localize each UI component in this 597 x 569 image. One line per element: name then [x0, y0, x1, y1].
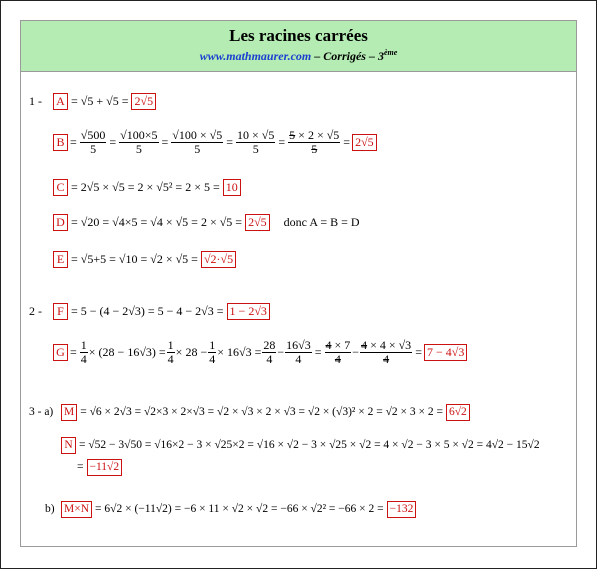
expr-G3: × 16√3 = [217, 344, 262, 359]
frac-G3: $\frac{1}{4}$ [209, 337, 216, 366]
frac-G1: $\frac{1}{4}$ [80, 337, 87, 366]
label-G: G [53, 344, 68, 361]
expr-G1: × (28 − 16√3) = [88, 344, 166, 359]
eq-sign: = [161, 134, 169, 149]
header-banner [21, 21, 576, 72]
expr-D: = √20 = √4×5 = √4 × √5 = 2 × √5 = [71, 214, 243, 229]
label-B: B [53, 134, 68, 151]
result-G: 7 − 4√3 [424, 344, 467, 361]
subtitle-text: – Corrigés – 3 [311, 49, 384, 63]
content-panel [20, 20, 577, 547]
result-N: −11√2 [87, 459, 123, 476]
expr-N2: = [77, 461, 84, 473]
label-MN: M×N [61, 501, 92, 518]
expr-N: = √52 − 3√50 = √16×2 − 3 × √25×2 = √16 × √2 − 3 × √25 × √2 = 4 × √2 − 3 × 5 × √2 = 4√2 − 15√2 [79, 439, 540, 451]
label-N: N [61, 437, 76, 454]
result-C: 10 [223, 179, 241, 196]
expr-MN: = 6√2 × (−11√2) = −6 × 11 × √2 × √2 = −66 × √2² = −66 × 2 = [95, 503, 384, 515]
site-link[interactable]: www.mathmaurer.com [199, 49, 312, 63]
exercise-number-1: 1 - [29, 93, 42, 108]
eq-sign: = [314, 344, 322, 359]
minus-sign: − [277, 344, 285, 359]
row-D [53, 212, 360, 232]
expr-C: = 2√5 × √5 = 2 × √5² = 2 × 5 = [71, 179, 220, 194]
eq-sign: = [343, 134, 351, 149]
eq-sign: = [109, 134, 117, 149]
frac-B3: $\frac{√100 \times √5}{5}$ [172, 127, 223, 156]
result-B: 2√5 [352, 134, 377, 151]
label-F: F [53, 303, 68, 320]
expr-E: = √5+5 = √10 = √2 × √5 = [71, 251, 198, 266]
exercise-number-2: 2 - [29, 303, 42, 318]
row-N-cont [77, 457, 122, 477]
page-subtitle [21, 48, 576, 64]
note-D: donc A = B = D [283, 214, 360, 229]
exercise-number-3a: 3 - a) [29, 406, 54, 418]
row-B [53, 125, 377, 159]
label-M: M [61, 404, 77, 421]
result-E: √2·√5 [201, 251, 236, 268]
frac-G5: $\frac{16√3}{4}$ [286, 337, 311, 366]
expr-M: = √6 × 2√3 = √2×3 × 2×√3 = √2 × √3 × 2 × √3 = √2 × (√3)² × 2 = √2 × 3 × 2 = [80, 406, 443, 418]
expr-F: = 5 − (4 − 2√3) = 5 − 4 − 2√3 = [71, 303, 224, 318]
eq-sign: = [70, 344, 77, 359]
result-MN: −132 [387, 501, 417, 518]
eq-sign: = [226, 134, 234, 149]
frac-B1: $\frac{√500}{5}$ [80, 127, 106, 156]
row-MN [45, 499, 416, 519]
expr-G2: × 28 − [175, 344, 208, 359]
row-M [29, 402, 470, 422]
expr-A: = √5 + √5 = [71, 93, 129, 108]
row-N [61, 435, 543, 455]
exercise-number-3b: b) [45, 503, 55, 515]
label-E: E [53, 251, 68, 268]
result-F: 1 − 2√3 [227, 303, 270, 320]
frac-G6: $\frac{4 \times 7}{4}$ [325, 337, 351, 366]
minus-sign: − [352, 344, 360, 359]
subtitle-sup: ème [383, 48, 398, 57]
result-A: 2√5 [131, 93, 156, 110]
row-E [53, 249, 236, 269]
frac-G4: $\frac{28}{4}$ [263, 337, 276, 366]
row-C [53, 177, 241, 197]
frac-G7: $\frac{4 \times 4 \times √3}{4}$ [361, 337, 412, 366]
row-A [29, 91, 156, 111]
label-D: D [53, 214, 68, 231]
row-G [53, 335, 467, 369]
label-C: C [53, 179, 68, 196]
frac-B2: $\frac{√100\times 5}{5}$ [120, 127, 158, 156]
frac-G2: $\frac{1}{4}$ [167, 337, 174, 366]
eq-sign: = [278, 134, 286, 149]
expr-B-eq: = [70, 134, 77, 149]
result-M: 6√2 [446, 404, 470, 421]
eq-sign: = [415, 344, 422, 359]
page-title: Les racines carrées [229, 26, 368, 45]
frac-B5: $\frac{5 \times 2 \times √5}{5}$ [289, 127, 340, 156]
result-D: 2√5 [245, 214, 270, 231]
label-A: A [53, 93, 68, 110]
frac-B4: $\frac{10 \times √5}{5}$ [237, 127, 275, 156]
row-F [29, 301, 270, 321]
